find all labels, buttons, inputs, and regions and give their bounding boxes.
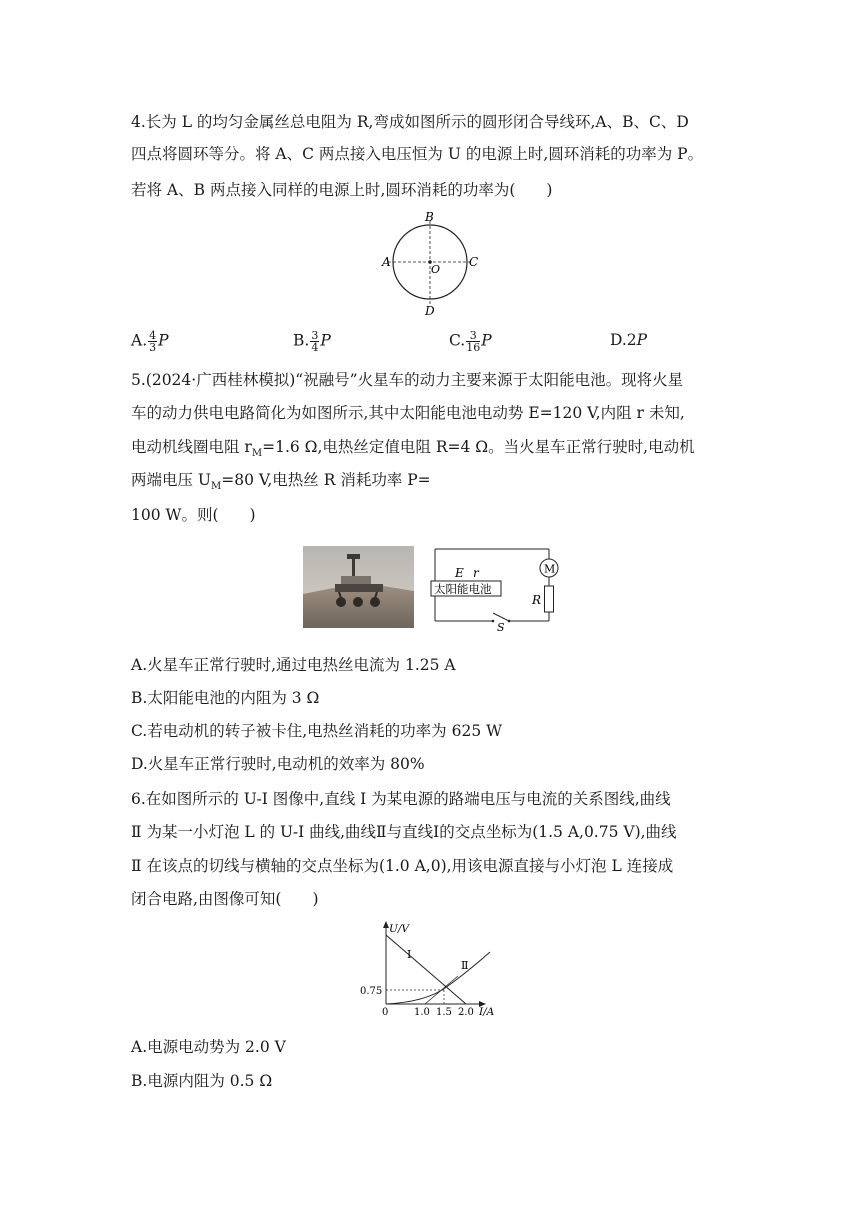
curve-II xyxy=(386,952,490,1004)
xtick-15: 1.5 xyxy=(436,1007,452,1018)
solar-battery-label: 太阳能电池 xyxy=(434,582,492,596)
motor-label: M xyxy=(544,562,556,576)
ytick-075: 0.75 xyxy=(360,986,383,997)
q6-stem-line-1: 6.在如图所示的 U-I 图像中,直线 Ⅰ 为某电源的路端电压与电流的关系图线,曲线 xyxy=(131,790,671,808)
q4-option-a-fraction: $\frac{4}{3}$ xyxy=(149,329,157,354)
q6-ui-graph xyxy=(355,918,505,1018)
line-I xyxy=(386,935,469,1004)
y-axis-label: U/V xyxy=(389,923,409,935)
mars-rover-photo xyxy=(303,546,414,628)
label-II: Ⅱ xyxy=(461,959,469,972)
q6-stem-line-2: Ⅱ 为某一小灯泡 L 的 U-I 曲线,曲线Ⅱ与直线Ⅰ的交点坐标为(1.5 A,0.75 V),曲线 xyxy=(131,823,677,841)
origin-label: 0 xyxy=(382,1007,389,1018)
q4-ring-figure xyxy=(370,205,490,320)
q4-stem-line-1: 4.长为 L 的均匀金属丝总电阻为 R,弯成如图所示的圆形闭合导线环,A、B、C、D xyxy=(131,113,689,131)
q6-option-a[interactable]: A.电源电动势为 2.0 V xyxy=(131,1038,286,1056)
q4-stem-line-3: 若将 A、B 两点接入同样的电源上时,圆环消耗的功率为( ) xyxy=(131,181,553,199)
q5-circuit-diagram xyxy=(427,543,562,631)
q5-option-b[interactable]: B.太阳能电池的内阻为 3 Ω xyxy=(131,689,320,707)
resistor-R xyxy=(545,586,554,612)
xtick-20: 2.0 xyxy=(458,1007,474,1018)
tangent-line xyxy=(425,976,458,1004)
ring-label-A: A xyxy=(382,255,391,269)
ring-label-C: C xyxy=(469,255,479,269)
ring-label-D: D xyxy=(425,304,435,318)
xtick-10: 1.0 xyxy=(414,1007,430,1018)
q5-option-c[interactable]: C.若电动机的转子被卡住,电热丝消耗的功率为 625 W xyxy=(131,722,503,740)
label-I: Ⅰ xyxy=(407,948,412,961)
q4-option-c[interactable]: C. $\frac{3}{16}$ P xyxy=(449,329,492,354)
switch-S xyxy=(493,613,509,621)
x-axis-label: I/A xyxy=(479,1006,495,1018)
resistor-R-label: R xyxy=(532,593,542,607)
q4-stem-line-2: 四点将圆环等分。将 A、C 两点接入电压恒为 U 的电源上时,圆环消耗的功率为 P。 xyxy=(131,145,704,163)
q5-stem-line-1: 5.(2024·广西桂林模拟)“祝融号”火星车的动力主要来源于太阳能电池。现将火星 xyxy=(131,371,684,389)
q5-stem-line-2: 车的动力供电电路简化为如图所示,其中太阳能电池电动势 E=120 V,内阻 r 未知, xyxy=(131,404,685,422)
q5-stem-line-4: 两端电压 $U_M=80$ V,电热丝 R 消耗功率 P= xyxy=(131,471,431,493)
internal-r-label: r xyxy=(473,566,479,580)
q4-option-c-fraction: $\frac{3}{16}$ xyxy=(466,329,481,354)
q4-option-d[interactable]: D.2P xyxy=(610,331,648,349)
q6-option-b[interactable]: B.电源内阻为 0.5 Ω xyxy=(131,1072,273,1090)
emf-E-label: E xyxy=(455,566,464,580)
ring-label-B: B xyxy=(425,210,434,224)
ring-label-O: O xyxy=(431,263,441,276)
q4-option-a[interactable]: A. $\frac{4}{3}$ P xyxy=(131,329,169,354)
q5-option-d[interactable]: D.火星车正常行驶时,电动机的效率为 80% xyxy=(131,755,425,773)
q6-stem-line-3: Ⅱ 在该点的切线与横轴的交点坐标为(1.0 A,0),用该电源直接与小灯泡 L 连接成 xyxy=(131,857,674,875)
q6-stem-line-4: 闭合电路,由图像可知( ) xyxy=(131,890,319,908)
q5-option-a[interactable]: A.火星车正常行驶时,通过电热丝电流为 1.25 A xyxy=(131,656,456,674)
q5-stem-line-3: 电动机线圈电阻 $r_M=1.6$ Ω,电热丝定值电阻 R=4 Ω。当火星车正常行驶时,电动机 xyxy=(131,438,695,460)
q4-option-b-fraction: $\frac{3}{4}$ xyxy=(311,329,319,354)
q4-option-b[interactable]: B. $\frac{3}{4}$ P xyxy=(293,329,331,354)
switch-S-label: S xyxy=(497,621,505,631)
q5-stem-line-5: 100 W。则( ) xyxy=(131,506,256,524)
